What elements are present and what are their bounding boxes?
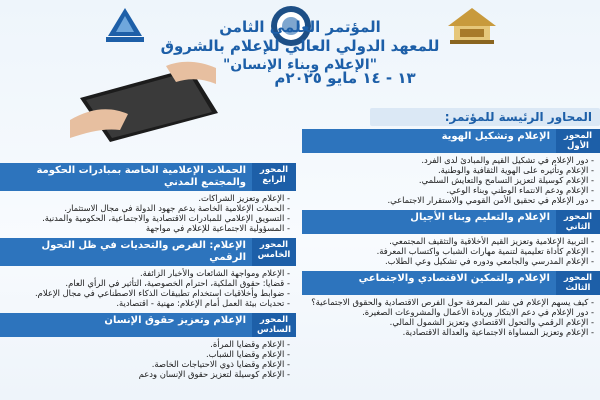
list-item: - الإعلام الرقمي والتحول الاقتصادي وتعزيز الشمول المالي. bbox=[304, 317, 594, 327]
axis-label: المحور الخامس bbox=[252, 238, 296, 266]
axis-title: الإعلام وتعزيز حقوق الإنسان bbox=[0, 313, 252, 337]
list-item: - الإعلام وتعزيز الشراكات. bbox=[2, 193, 290, 203]
axis-title: الإعلام والتعليم وبناء الأجيال bbox=[302, 210, 556, 234]
axis-title: الإعلام والتمكين الاقتصادي والاجتماعي bbox=[302, 271, 556, 295]
list-item: - الإعلام كوسيلة لتعزيز التسامح والتعايش السلمي. bbox=[304, 175, 594, 185]
axis-5 bbox=[0, 238, 296, 310]
axis-1 bbox=[302, 129, 600, 207]
axis-label: المحور الثالث bbox=[556, 271, 600, 295]
axis-label: المحور الثاني bbox=[556, 210, 600, 234]
list-item: - ضوابط وأخلاقيات استخدام تطبيقات الذكاء الاصطناعي في مجال الإعلام. bbox=[2, 288, 290, 298]
list-item: - الإعلام كوسيلة لتعزيز حقوق الإنسان ودعم bbox=[2, 369, 290, 379]
list-item: - الحملات الإعلامية الخاصة بدعم جهود الدولة في مجال الاستثمار. bbox=[2, 203, 290, 213]
list-item: - التربية الإعلامية وتعزيز القيم الأخلاقية والتثقيف المجتمعي. bbox=[304, 236, 594, 246]
list-item: - دور الإعلام في تشكيل القيم والمبادئ لدى الفرد. bbox=[304, 155, 594, 165]
main-axes-heading: المحاور الرئيسة للمؤتمر: bbox=[370, 108, 600, 126]
axis-label: المحور السادس bbox=[252, 313, 296, 337]
axis-3 bbox=[302, 271, 600, 339]
axis-4 bbox=[0, 163, 296, 235]
list-item: - المسؤولية الاجتماعية للإعلام في مواجهة bbox=[2, 223, 290, 233]
tablet-hands-illustration bbox=[70, 58, 220, 143]
list-item: - الإعلام ودعم الانتماء الوطني وبناء الوعي. bbox=[304, 185, 594, 195]
axis-label: المحور الأول bbox=[556, 129, 600, 153]
list-item: - تحديات بيئة العمل أمام الإعلام: مهنية - اقتصادية. bbox=[2, 298, 290, 308]
list-item: - الإعلام وتأثيره على الهوية الثقافية والوطنية. bbox=[304, 165, 594, 175]
axis-title: الإعلام وتشكيل الهوية bbox=[302, 129, 556, 153]
axis-2 bbox=[302, 210, 600, 268]
institute-name: للمعهد الدولي العالي للإعلام بالشروق bbox=[160, 37, 440, 55]
list-item: - التسويق الإعلامي للمبادرات الاقتصادية والاجتماعية، الحكومية والمدنية. bbox=[2, 213, 290, 223]
axis-title: الإعلام: الفرص والتحديات في ظل التحول الرقمي bbox=[0, 238, 252, 266]
left-column bbox=[0, 160, 296, 381]
conference-date: ١٣ - ١٤ مايو ٢٠٢٥م bbox=[274, 69, 416, 87]
list-item: - الإعلام وقضايا المرأة. bbox=[2, 339, 290, 349]
list-item: - دور الإعلام في دعم الابتكار وريادة الأعمال والمشروعات الصغيرة. bbox=[304, 307, 594, 317]
list-item: - الإعلام وتعزيز المساواة الاجتماعية والعدالة الاقتصادية. bbox=[304, 327, 594, 337]
list-item: - دور الإعلام في تحقيق الأمن القومي والاستقرار الاجتماعي. bbox=[304, 195, 594, 205]
list-item: - الإعلام ومواجهة الشائعات والأخبار الزائفة. bbox=[2, 268, 290, 278]
conference-theme: "الإعلام وبناء الإنسان" bbox=[222, 57, 378, 73]
list-item: - الإعلام وقضايا الشباب. bbox=[2, 349, 290, 359]
list-item: - كيف يسهم الإعلام في نشر المعرفة حول الفرص الاقتصادية والحقوق الاجتماعية؟ bbox=[304, 297, 594, 307]
conference-title: المؤتمر العلمي الثامن bbox=[219, 18, 381, 36]
axis-6 bbox=[0, 313, 296, 381]
list-item: - الإعلام وقضايا ذوي الاحتياجات الخاصة. bbox=[2, 359, 290, 369]
axis-label: المحور الرابع bbox=[252, 163, 296, 191]
list-item: - قضايا: حقوق الملكية، احترام الخصوصية، التأثير في الرأي العام. bbox=[2, 278, 290, 288]
right-column bbox=[302, 108, 600, 339]
axis-title: الحملات الإعلامية الخاصة بمبادرات الحكومة والمجتمع المدني bbox=[0, 163, 252, 191]
list-item: - الإعلام كأداة تعليمية لتنمية مهارات الشباب واكتساب المعرفة. bbox=[304, 246, 594, 256]
list-item: - الإعلام المدرسي والجامعي ودوره في تشكيل وعي الطلاب. bbox=[304, 256, 594, 266]
